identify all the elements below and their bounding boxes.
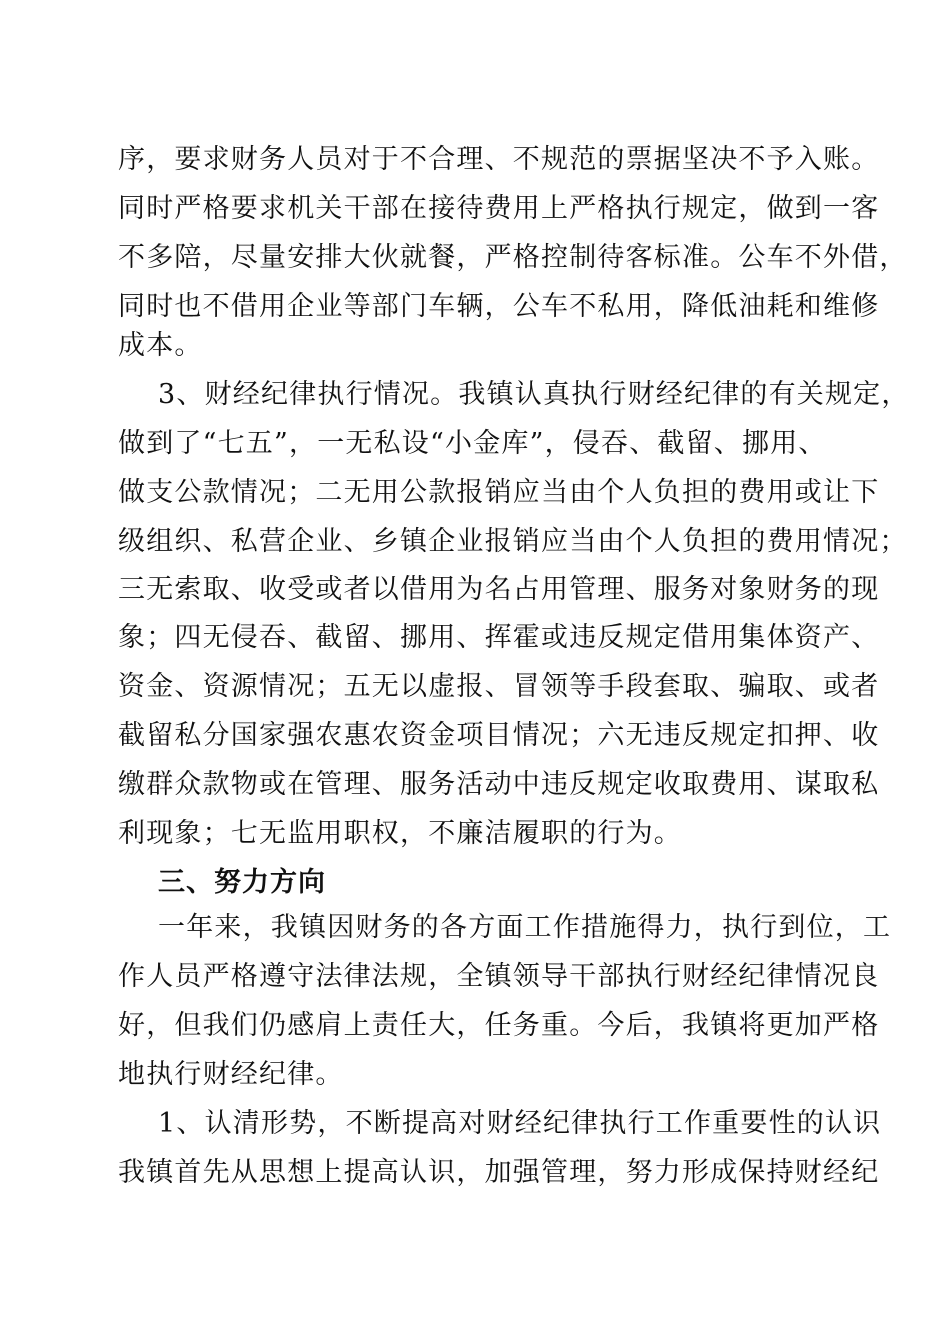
- text-line: 同时也不借用企业等部门车辆，公车不私用，降低油耗和维修: [118, 291, 880, 322]
- text-line: 级组织、私营企业、乡镇企业报销应当由个人负担的费用情况；: [118, 526, 908, 557]
- text-line: 截留私分国家强农惠农资金项目情况；六无违反规定扣押、收: [118, 720, 880, 751]
- text-line: 1、认清形势，不断提高对财经纪律执行工作重要性的认识: [158, 1108, 882, 1139]
- text-line: 作人员严格遵守法律法规，全镇领导干部执行财经纪律情况良: [118, 961, 880, 992]
- text-line: 不多陪，尽量安排大伙就餐，严格控制待客标准。公车不外借，: [118, 242, 908, 273]
- text-line: 我镇首先从思想上提高认识，加强管理，努力形成保持财经纪: [118, 1157, 880, 1188]
- text-line: 做到了“七五”，一无私设“小金库”，侵吞、截留、挪用、: [118, 428, 827, 459]
- text-line: 三无索取、收受或者以借用为名占用管理、服务对象财务的现: [118, 574, 880, 605]
- section-heading: 三、努力方向: [158, 867, 326, 898]
- text-line: 成本。: [118, 330, 203, 361]
- text-line: 同时严格要求机关干部在接待费用上严格执行规定，做到一客: [118, 193, 880, 224]
- text-line: 利现象；七无监用职权，不廉洁履职的行为。: [118, 818, 682, 849]
- text-line: 地执行财经纪律。: [118, 1059, 344, 1090]
- text-line: 3、财经纪律执行情况。我镇认真执行财经纪律的有关规定，: [158, 379, 910, 410]
- text-line: 资金、资源情况；五无以虚报、冒领等手段套取、骗取、或者: [118, 671, 880, 702]
- text-line: 象；四无侵吞、截留、挪用、挥霍或违反规定借用集体资产、: [118, 622, 880, 653]
- text-line: 好，但我们仍感肩上责任大，任务重。今后，我镇将更加严格: [118, 1010, 880, 1041]
- text-line: 做支公款情况；二无用公款报销应当由个人负担的费用或让下: [118, 477, 880, 508]
- text-line: 一年来，我镇因财务的各方面工作措施得力，执行到位，工: [158, 912, 892, 943]
- text-line: 缴群众款物或在管理、服务活动中违反规定收取费用、谋取私: [118, 769, 880, 800]
- text-line: 序，要求财务人员对于不合理、不规范的票据坚决不予入账。: [118, 144, 880, 175]
